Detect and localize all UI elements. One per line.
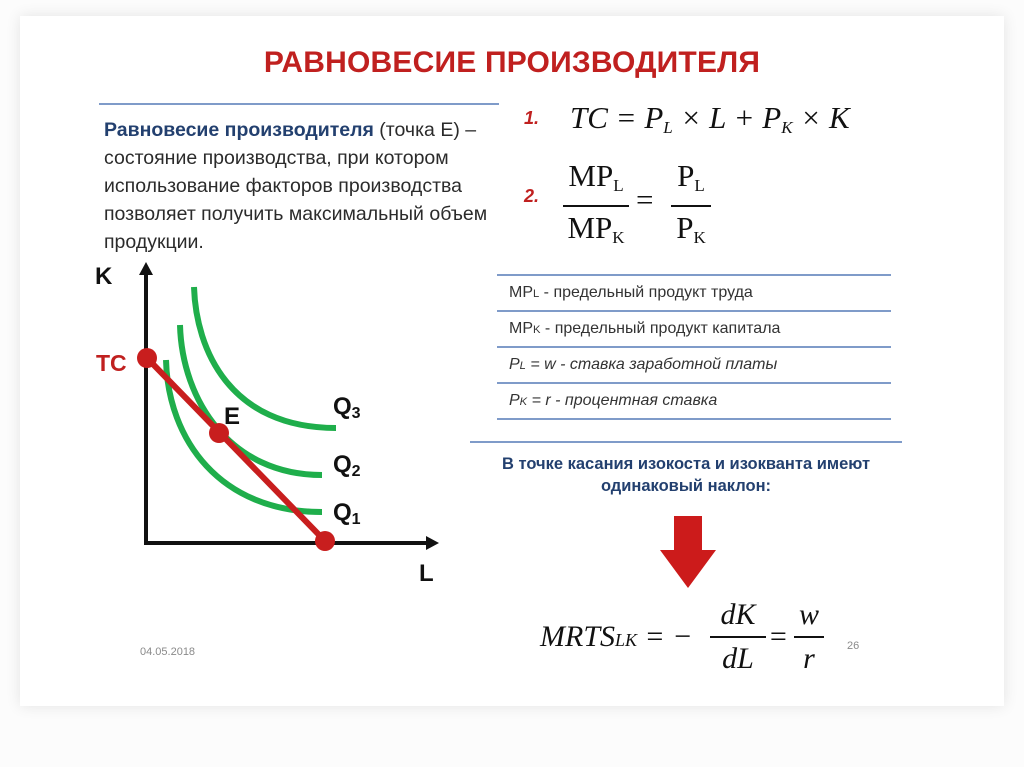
- slide-number: 26: [847, 640, 860, 652]
- formula-1-number: 1.: [524, 108, 540, 128]
- formula-2: $MP_L$ $MP_K$ = $P_L$ $P_K$: [563, 158, 713, 258]
- tangency-note: В точке касания изокоста и изокванта имеют одинаковый наклон:: [501, 455, 871, 495]
- legend-row: PK = r - процентная ставка: [497, 383, 891, 419]
- isoquant-q3: [194, 287, 336, 428]
- legend-row: MPL - предельный продукт труда: [497, 275, 891, 311]
- l-axis-label: L: [419, 560, 434, 587]
- definition-term: Равновесие производителя: [104, 119, 374, 141]
- isoquant-q1-label: Q1: [333, 499, 361, 528]
- isocost-l-intercept: [315, 531, 335, 551]
- legend-row: PL = w - ставка заработной платы: [497, 347, 891, 383]
- slide-title: РАВНОВЕСИЕ ПРОИЗВОДИТЕЛЯ: [263, 46, 761, 79]
- isocost-k-intercept: [137, 348, 157, 368]
- isocost-line: [147, 358, 325, 541]
- k-axis-arrow-icon: [139, 262, 153, 275]
- definition-body: (точка Е) – состояние производства, при котором использование факторов производства позволяет получить максимальный объем продукции.: [104, 119, 488, 253]
- equilibrium-label: E: [224, 403, 241, 430]
- isoquant-q2: [180, 325, 322, 475]
- slide-date: 04.05.2018: [140, 646, 196, 658]
- legend-row: MPK - предельный продукт капитала: [497, 311, 891, 347]
- isoquant-q2-label: Q2: [333, 451, 361, 480]
- isoquant-q3-label: Q3: [333, 393, 361, 422]
- mrts-formula: MRTSLK = − dK dL = w r: [540, 598, 840, 688]
- formula-2-number: 2.: [524, 186, 540, 206]
- formula-1: TC = $P_L \times L + P_K \times K$: [570, 100, 850, 138]
- l-axis-arrow-icon: [426, 536, 439, 550]
- isocost-label: TC: [96, 350, 127, 376]
- k-axis-label: K: [95, 263, 113, 290]
